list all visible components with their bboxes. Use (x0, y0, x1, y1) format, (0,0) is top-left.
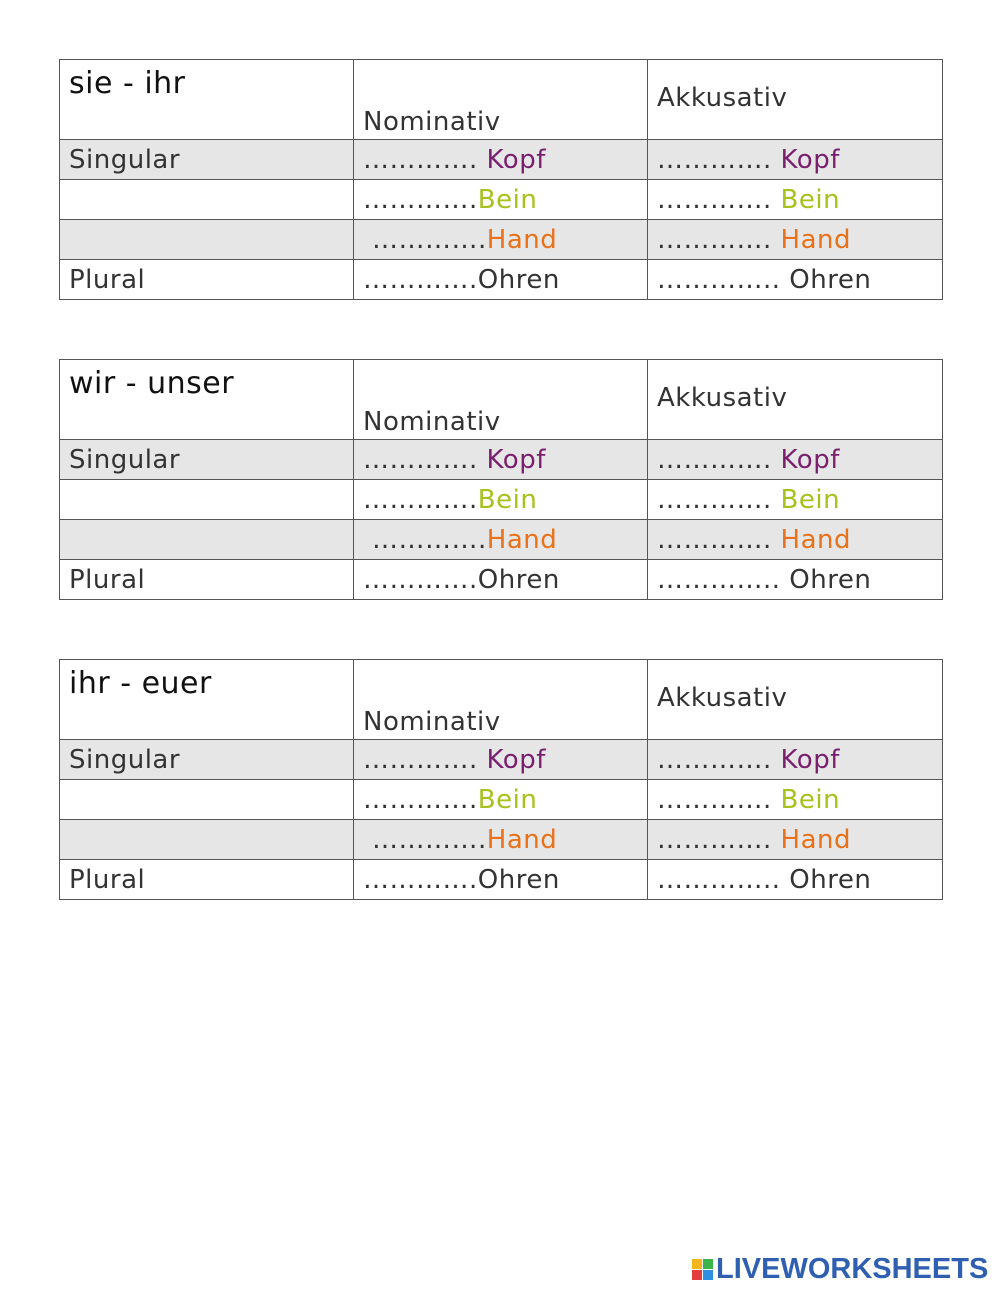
noun-word: Kopf (780, 144, 840, 175)
table-row (60, 440, 943, 480)
nom-cell-kopf[interactable] (354, 440, 648, 480)
blank-dots: …………. (372, 524, 487, 555)
header-nominativ: Nominativ (354, 360, 648, 440)
table-row (60, 520, 943, 560)
noun-word: Bein (477, 184, 538, 215)
blank-dots: …………. (363, 784, 478, 815)
blank-dots: …………. (363, 484, 478, 515)
table-row (60, 740, 943, 780)
declension-table-ihr (59, 659, 943, 900)
row-label: Singular (60, 440, 354, 480)
nom-cell-ohren[interactable] (354, 560, 648, 600)
noun-word: Ohren (789, 564, 872, 595)
table-header-row (60, 660, 943, 740)
noun-word: Ohren (789, 264, 872, 295)
blank-dots: …………. (657, 824, 781, 855)
noun-word: Kopf (780, 444, 840, 475)
row-label (60, 820, 354, 860)
nom-cell-bein[interactable] (354, 480, 648, 520)
akk-cell-ohren[interactable] (648, 860, 943, 900)
row-label: Plural (60, 860, 354, 900)
table-title: sie - ihr (60, 60, 354, 140)
row-label: Plural (60, 260, 354, 300)
nom-cell-ohren[interactable] (354, 260, 648, 300)
noun-word: Hand (486, 824, 558, 855)
noun-word: Bein (780, 184, 841, 215)
noun-word: Ohren (477, 864, 560, 895)
nom-cell-bein[interactable] (354, 180, 648, 220)
declension-table-wir (59, 359, 943, 600)
noun-word: Kopf (486, 444, 546, 475)
akk-cell-hand[interactable] (648, 220, 943, 260)
blank-dots: …………. (363, 444, 487, 475)
table-row (60, 220, 943, 260)
table-header-row (60, 60, 943, 140)
row-label (60, 480, 354, 520)
header-nominativ: Nominativ (354, 60, 648, 140)
table-row (60, 480, 943, 520)
blank-dots: …………. (657, 744, 781, 775)
row-label (60, 220, 354, 260)
noun-word: Hand (780, 224, 851, 255)
table-row (60, 560, 943, 600)
blank-dots: …………. (657, 524, 781, 555)
akk-cell-hand[interactable] (648, 820, 943, 860)
noun-word: Bein (477, 484, 538, 515)
noun-word: Ohren (789, 864, 872, 895)
blank-dots: …………. (372, 224, 487, 255)
blank-dots: …………. (657, 444, 781, 475)
nom-cell-bein[interactable] (354, 780, 648, 820)
akk-cell-hand[interactable] (648, 520, 943, 560)
nom-cell-hand[interactable] (354, 520, 648, 560)
noun-word: Bein (780, 784, 841, 815)
table-title: ihr - euer (60, 660, 354, 740)
akk-cell-kopf[interactable] (648, 140, 943, 180)
table-row (60, 860, 943, 900)
noun-word: Kopf (486, 144, 546, 175)
akk-cell-bein[interactable] (648, 180, 943, 220)
nom-cell-kopf[interactable] (354, 740, 648, 780)
akk-cell-ohren[interactable] (648, 260, 943, 300)
table-header-row (60, 360, 943, 440)
noun-word: Hand (780, 824, 851, 855)
blank-dots: ………….. (657, 264, 790, 295)
akk-cell-ohren[interactable] (648, 560, 943, 600)
row-label: Singular (60, 740, 354, 780)
nom-cell-kopf[interactable] (354, 140, 648, 180)
declension-table-sie (59, 59, 943, 300)
table-title: wir - unser (60, 360, 354, 440)
noun-word: Bein (780, 484, 841, 515)
noun-word: Ohren (477, 264, 560, 295)
header-akkusativ: Akkusativ (648, 360, 943, 440)
blank-dots: …………. (363, 184, 478, 215)
nom-cell-hand[interactable] (354, 820, 648, 860)
blank-dots: …………. (363, 744, 487, 775)
header-nominativ: Nominativ (354, 660, 648, 740)
row-label (60, 780, 354, 820)
nom-cell-hand[interactable] (354, 220, 648, 260)
noun-word: Kopf (780, 744, 840, 775)
akk-cell-bein[interactable] (648, 780, 943, 820)
noun-word: Kopf (486, 744, 546, 775)
blank-dots: …………. (657, 184, 781, 215)
blank-dots: ………….. (657, 564, 790, 595)
blank-dots: …………. (657, 484, 781, 515)
logo-text: LIVEWORKSHEETS (716, 1252, 989, 1285)
akk-cell-bein[interactable] (648, 480, 943, 520)
blank-dots: …………. (657, 144, 781, 175)
noun-word: Bein (477, 784, 538, 815)
akk-cell-kopf[interactable] (648, 440, 943, 480)
noun-word: Hand (486, 224, 558, 255)
header-akkusativ: Akkusativ (648, 60, 943, 140)
table-row (60, 180, 943, 220)
blank-dots: …………. (363, 144, 487, 175)
blank-dots: ………….. (657, 864, 790, 895)
table-row (60, 140, 943, 180)
row-label: Plural (60, 560, 354, 600)
blank-dots: …………. (363, 564, 478, 595)
table-row (60, 780, 943, 820)
row-label (60, 180, 354, 220)
logo-mark-icon (692, 1259, 713, 1280)
blank-dots: …………. (657, 784, 781, 815)
blank-dots: …………. (363, 864, 478, 895)
table-row (60, 820, 943, 860)
header-akkusativ: Akkusativ (648, 660, 943, 740)
akk-cell-kopf[interactable] (648, 740, 943, 780)
blank-dots: …………. (372, 824, 487, 855)
liveworksheets-logo (692, 1254, 988, 1284)
noun-word: Ohren (477, 564, 560, 595)
noun-word: Hand (780, 524, 851, 555)
row-label: Singular (60, 140, 354, 180)
blank-dots: …………. (363, 264, 478, 295)
table-row (60, 260, 943, 300)
nom-cell-ohren[interactable] (354, 860, 648, 900)
row-label (60, 520, 354, 560)
blank-dots: …………. (657, 224, 781, 255)
noun-word: Hand (486, 524, 558, 555)
